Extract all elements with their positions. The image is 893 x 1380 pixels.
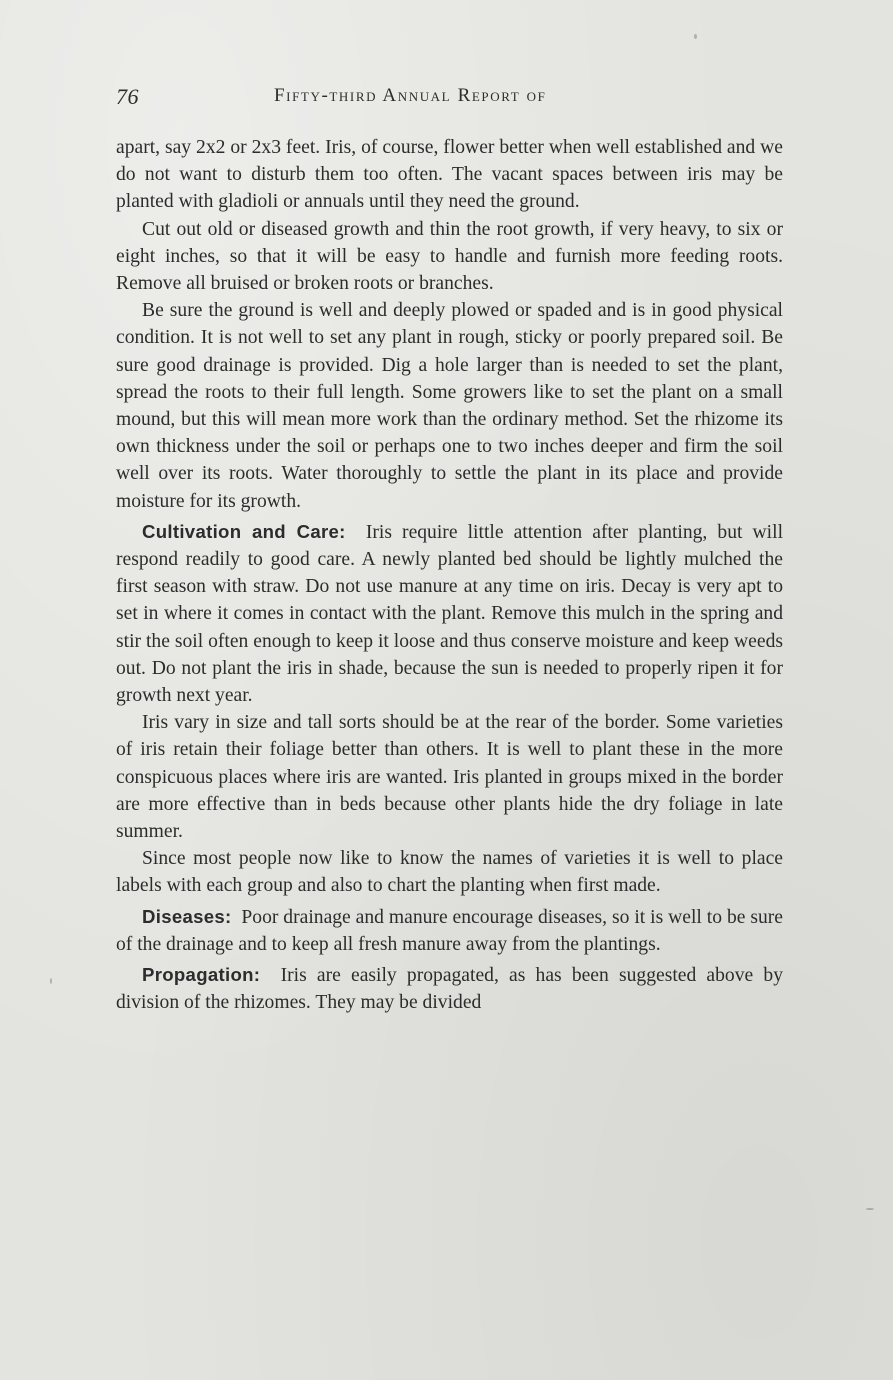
section-heading-diseases: Diseases: [142,905,232,927]
paragraph-text: Iris require little attention after planting, but will respond readily to good care. A newly planted bed should be lightly mulched the first season with straw. Do not use manure at any time on iris. Decay is very apt to set in where it comes in contact with the plant. Remove this mulch in the spring and stir the soil often enough to keep it loose and thus conserve moisture and keep weeds out. Do not plant the iris in shade, because the sun is needed to properly ripen it for growth next year. [116,521,784,707]
paragraph-labels [116,845,783,899]
section-heading-propagation: Propagation: [142,964,261,986]
paragraph-text: Be sure the ground is well and deeply plowed or spaded and is in good physical condition. It is not well to set any plant in rough, sticky or poorly prepared soil. Be sure good drainage is provided. Dig a hole larger than is needed to set the plant, spread the roots to their full length. Some growers like to set the plant on a small mound, but this will mean more work than the ordinary method. Set the rhizome its own thickness under the soil or perhaps one to two inches deeper and firm the soil well over its roots. Water thoroughly to settle the plant in its place and provide moisture for its growth. [116,300,783,512]
paragraph-text: apart, say 2x2 or 2x3 feet. Iris, of course, flower better when well established and we do not want to disturb them too often. The vacant spaces between iris may be planted with gladioli or annuals until they need the ground. [116,137,783,213]
paper-speck [866,1208,874,1210]
paragraph-text: Poor drainage and manure encourage diseases, so it is well to be sure of the drainage and to keep all fresh manure away from the plantings. [116,906,783,955]
section-heading-cultivation: Cultivation and Care: [142,520,346,542]
paragraph-dividing [116,216,783,298]
paragraph-text: Since most people now like to know the names of varieties it is well to place labels with each group and also to chart the planting when first made. [116,848,783,897]
running-head-title: Fifty-third Annual Report of [274,85,547,106]
paragraph-propagation [116,961,783,1016]
paragraph-text: Iris are easily propagated, as has been suggested above by division of the rhizomes. They may be divided [116,965,783,1014]
paragraph-border [116,709,783,845]
page-number: 76 [116,84,139,109]
paper-speck [50,978,52,984]
paragraph-diseases [116,903,783,958]
paper-speck [694,34,697,39]
paragraph-text: Cut out old or diseased growth and thin the root growth, if very heavy, to six or eight inches, so that it will be easy to handle and furnish more feeding roots. Remove all bruised or broken roots or branches. [116,218,783,295]
paragraph-continuation [116,134,783,216]
paragraph-planting [116,297,783,515]
body-text [116,134,783,1017]
paragraph-text: Iris vary in size and tall sorts should be at the rear of the border. Some varieties of iris retain their foliage better than others. It is well to plant these in the more conspicuous places where iris are wanted. Iris planted in groups mixed in the border are more effective than in beds because other plants hide the dry foliage in late summer. [116,712,783,843]
running-head [116,84,786,116]
paragraph-cultivation [116,518,783,709]
